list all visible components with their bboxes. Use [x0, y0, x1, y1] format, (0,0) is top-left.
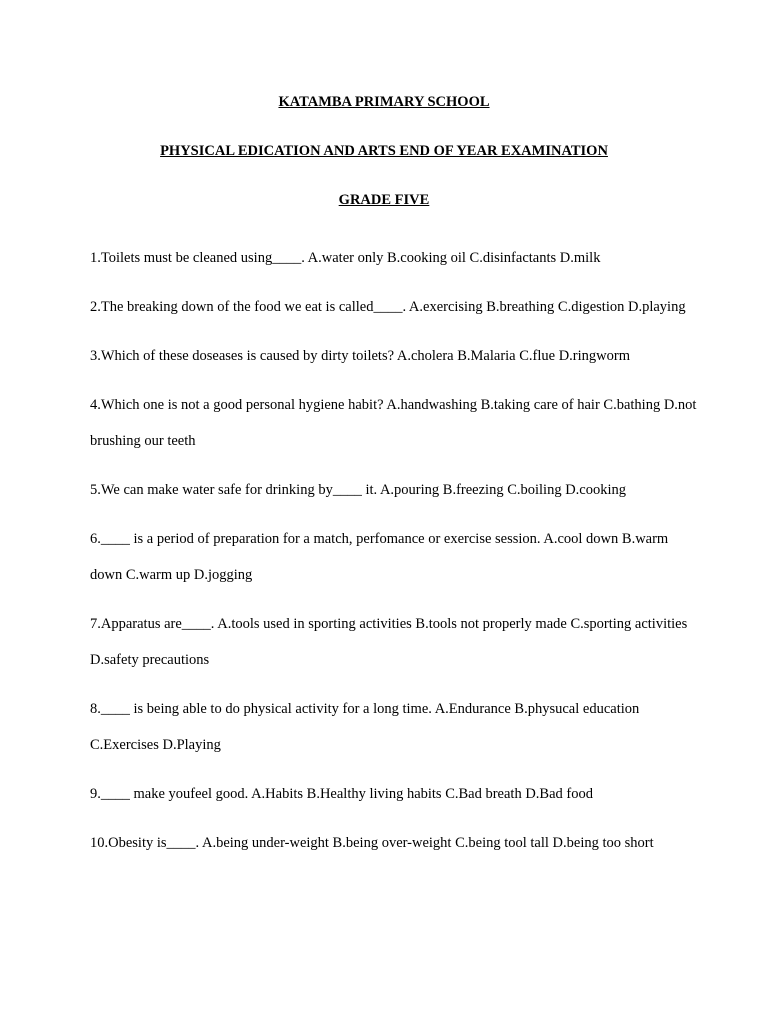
question-4: 4.Which one is not a good personal hygiene habit? A.handwashing B.taking care of hair C.bathing D.not brushing our teeth — [90, 397, 697, 449]
question-7: 7.Apparatus are____. A.tools used in sporting activities B.tools not properly made C.sporting activities D.safety precautions — [90, 616, 688, 668]
grade-heading: GRADE FIVE — [338, 192, 430, 208]
question-list — [90, 240, 698, 861]
question-2: 2.The breaking down of the food we eat is called____. A.exercising B.breathing C.digestion D.playing — [90, 299, 686, 315]
question-1: 1.Toilets must be cleaned using____. A.water only B.cooking oil C.disinfactants D.milk — [90, 250, 601, 266]
school-name-heading: KATAMBA PRIMARY SCHOOL — [278, 94, 490, 110]
question-10: 10.Obesity is____. A.being under-weight B.being over-weight C.being tool tall D.being too short — [90, 835, 654, 851]
question-5: 5.We can make water safe for drinking by____ it. A.pouring B.freezing C.boiling D.cooking — [90, 482, 627, 498]
exam-title-heading: PHYSICAL EDICATION AND ARTS END OF YEAR EXAMINATION — [160, 143, 608, 159]
question-8: 8.____ is being able to do physical activity for a long time. A.Endurance B.physucal education C.Exercises D.Playing — [90, 701, 640, 753]
question-9: 9.____ make youfeel good. A.Habits B.Healthy living habits C.Bad breath D.Bad food — [90, 786, 593, 802]
question-6: 6.____ is a period of preparation for a match, perfomance or exercise session. A.cool down B.warm down C.warm up D.jogging — [90, 531, 669, 583]
question-3: 3.Which of these doseases is caused by dirty toilets? A.cholera B.Malaria C.flue D.ringworm — [90, 348, 630, 364]
